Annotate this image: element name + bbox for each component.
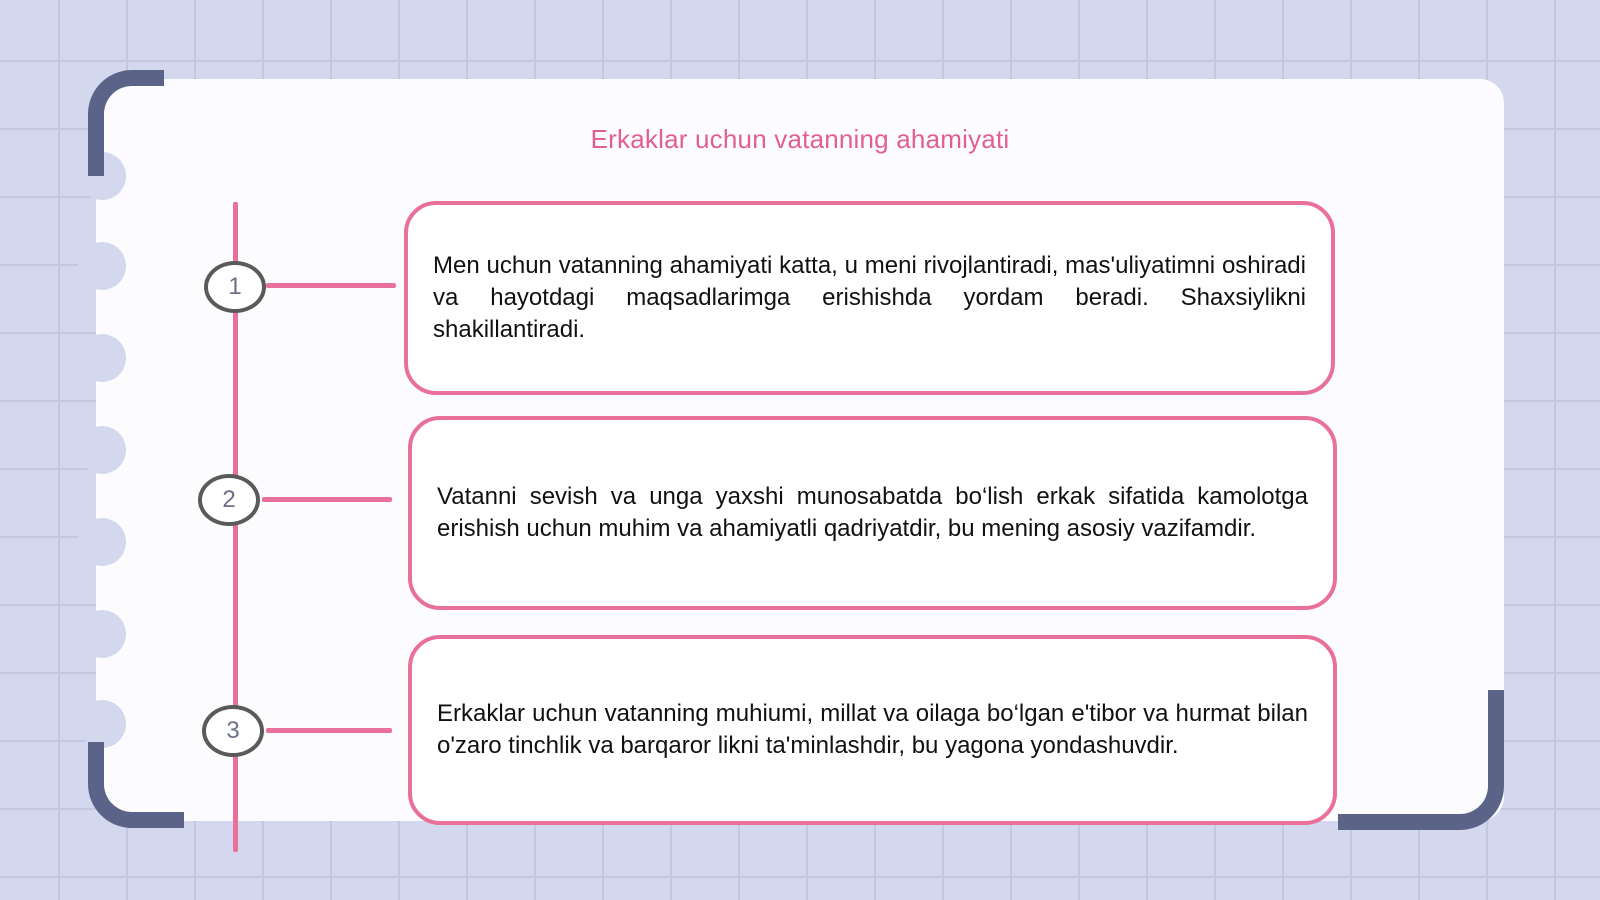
step-number-badge: 1 bbox=[204, 261, 266, 313]
timeline-connector bbox=[266, 728, 392, 733]
torn-edge-notch bbox=[78, 610, 126, 658]
torn-edge-notch bbox=[78, 518, 126, 566]
step-number-badge: 2 bbox=[198, 474, 260, 526]
point-text: Vatanni sevish va unga yaxshi munosabatda bo‘lish erkak sifatida kamolotga erishish uchun muhim va ahamiyatli qadriyatdir, bu mening asosiy vazifamdir. bbox=[437, 483, 1308, 542]
torn-edge-notch bbox=[78, 242, 126, 290]
step-number-badge: 3 bbox=[202, 705, 264, 757]
timeline-connector bbox=[262, 497, 392, 502]
point-text: Men uchun vatanning ahamiyati katta, u meni rivojlantiradi, mas'uliyatimni oshiradi va hayotdagi maqsadlarimga erishishda yordam beradi. Shaxsiylikni shakillantiradi. bbox=[433, 252, 1306, 343]
torn-edge-notch bbox=[78, 334, 126, 382]
point-box bbox=[408, 635, 1337, 825]
timeline-connector bbox=[266, 283, 396, 288]
frame-corner-bottom-right bbox=[1338, 690, 1504, 830]
point-box bbox=[408, 416, 1337, 610]
torn-edge-notch bbox=[78, 700, 126, 748]
frame-corner-bottom-left bbox=[88, 742, 184, 828]
slide-title: Erkaklar uchun vatanning ahamiyati bbox=[590, 124, 1010, 154]
point-text: Erkaklar uchun vatanning muhiumi, millat va oilaga bo‘lgan e'tibor va hurmat bilan o'zaro tinchlik va barqaror likni ta'minlashdir, bu yagona yondashuvdir. bbox=[437, 700, 1308, 759]
frame-corner-top-left bbox=[88, 70, 164, 176]
point-box bbox=[404, 201, 1335, 395]
torn-edge-notch bbox=[78, 426, 126, 474]
